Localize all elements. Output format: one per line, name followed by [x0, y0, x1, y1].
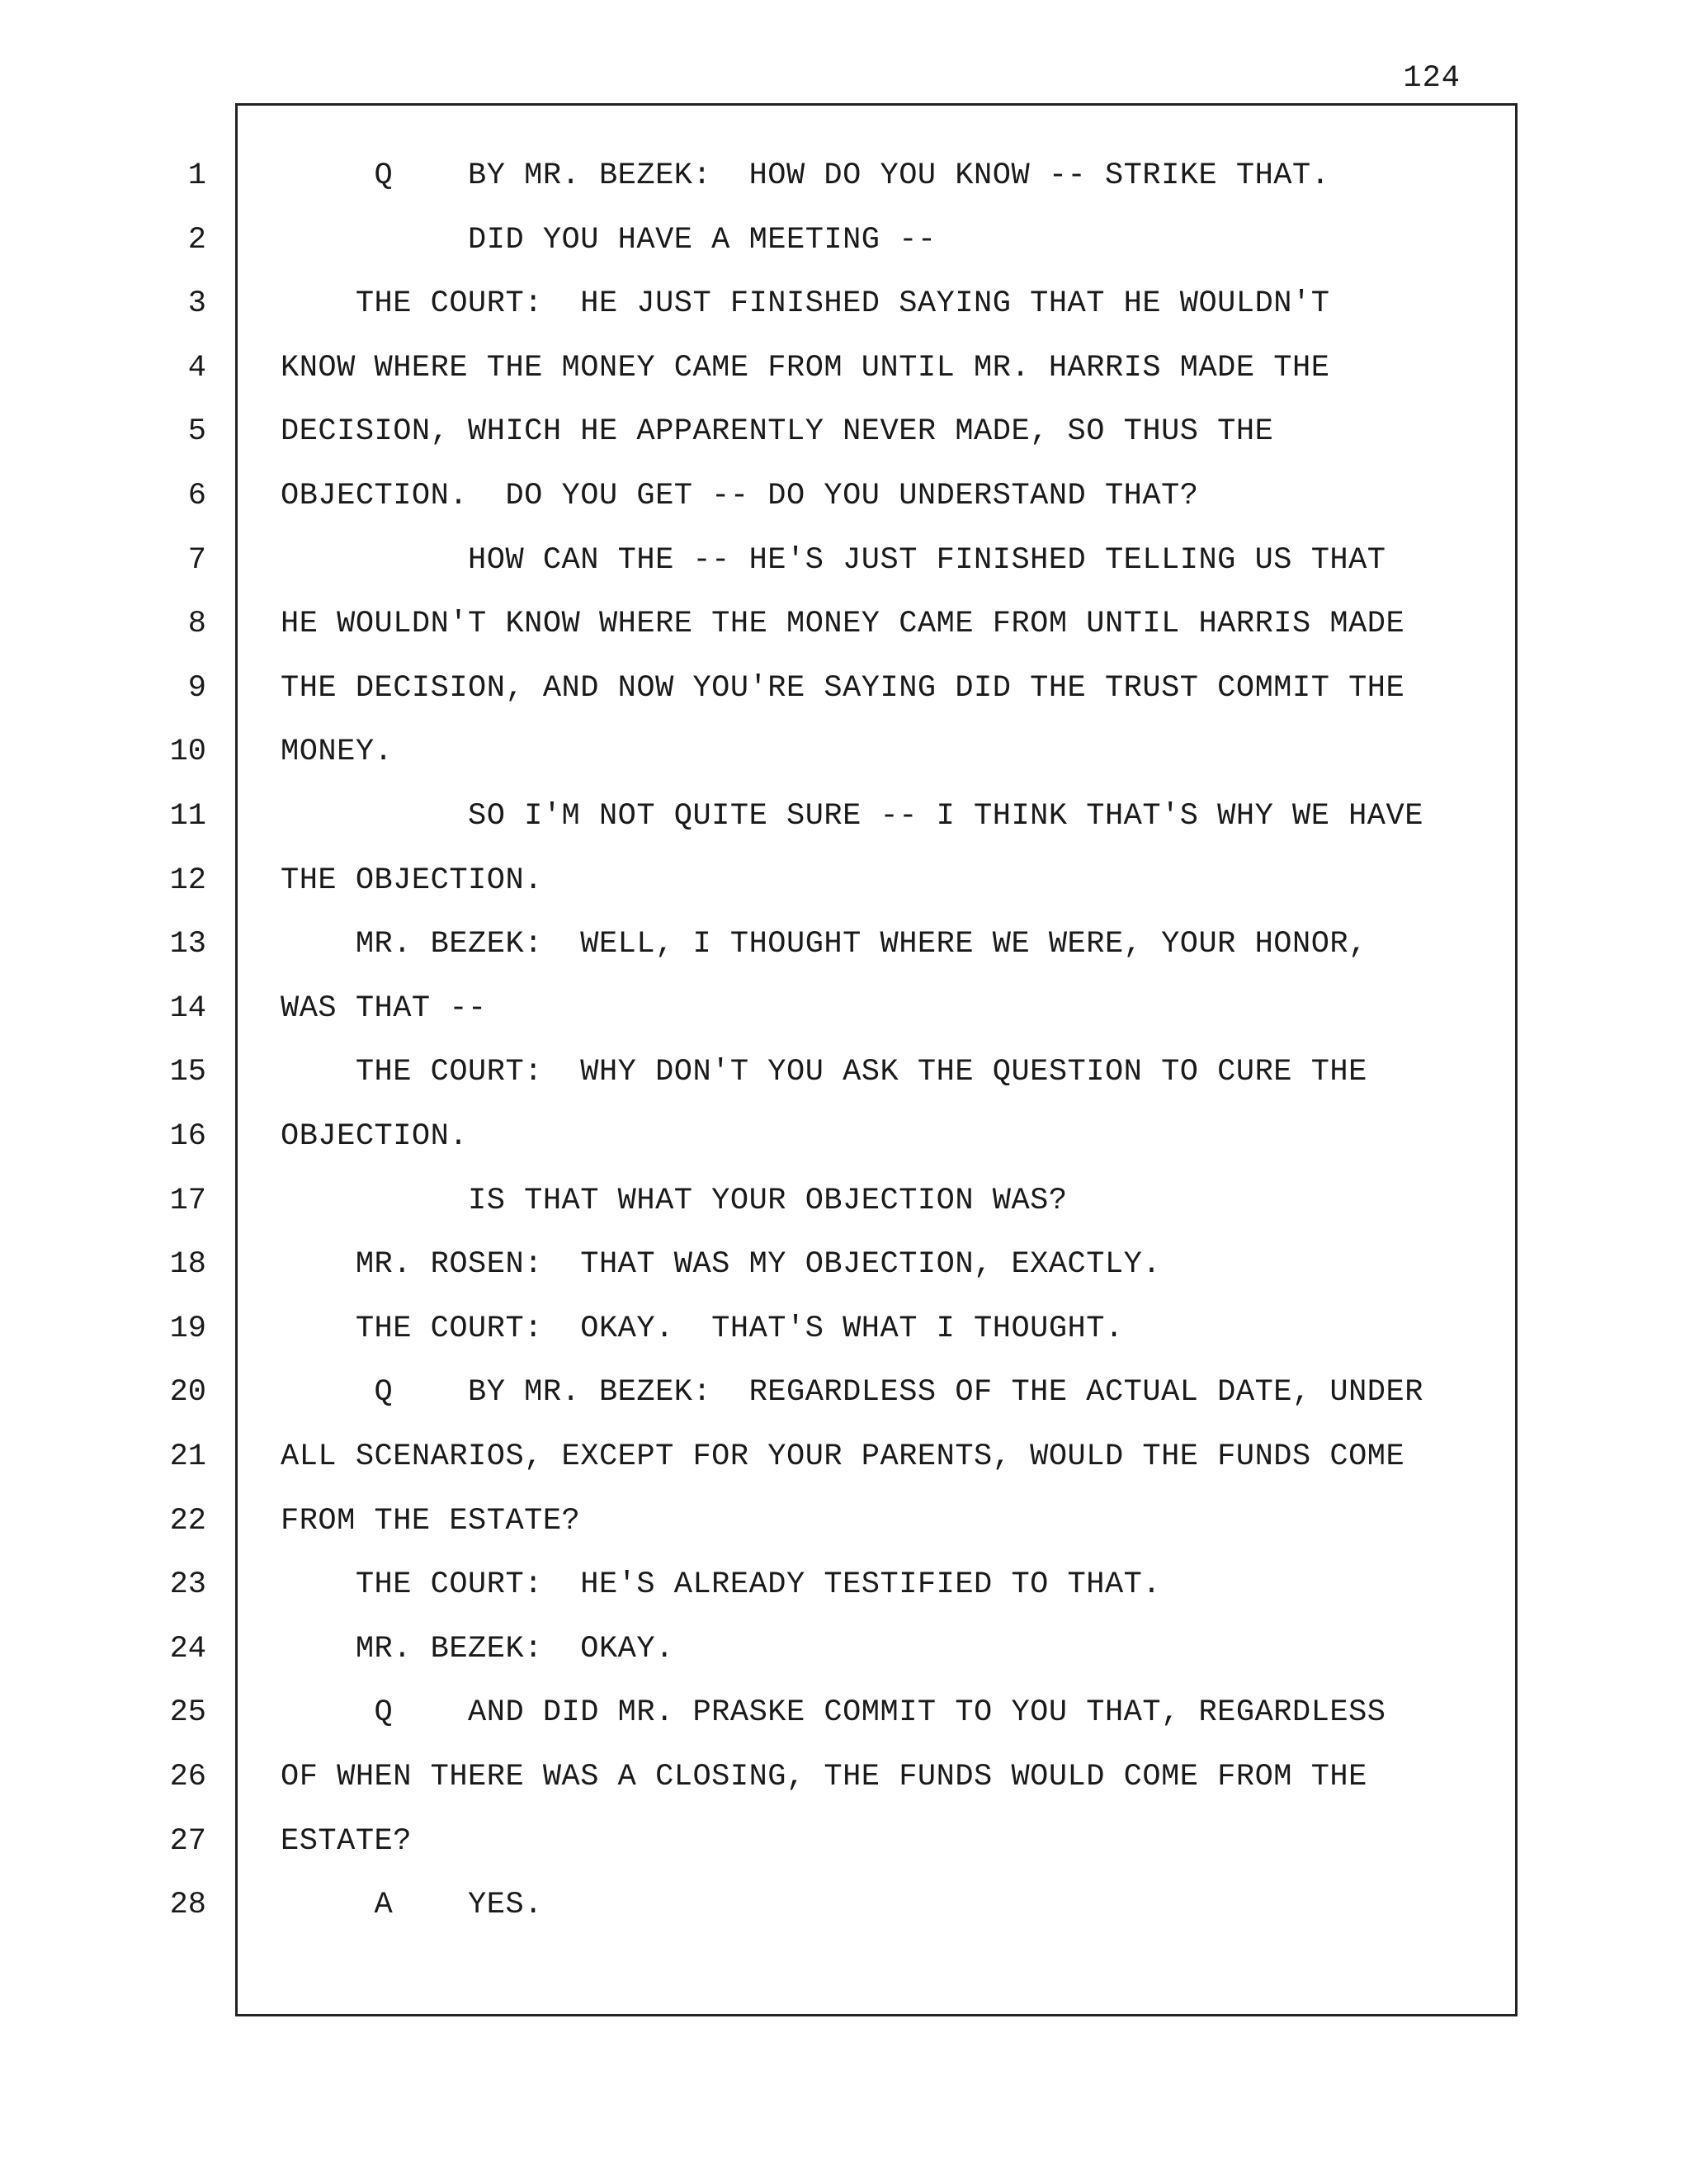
line-number: 17 — [169, 1184, 206, 1218]
transcript-line: MONEY. — [281, 735, 394, 769]
transcript-line: THE OBJECTION. — [281, 863, 543, 898]
line-number: 28 — [169, 1888, 206, 1922]
transcript-line: ESTATE? — [281, 1824, 412, 1859]
transcript-line: THE DECISION, AND NOW YOU'RE SAYING DID THE TRUST COMMIT THE — [281, 671, 1405, 706]
line-number: 10 — [169, 735, 206, 769]
transcript-line: DID YOU HAVE A MEETING -- — [281, 223, 937, 258]
transcript-line: OF WHEN THERE WAS A CLOSING, THE FUNDS WOULD COME FROM THE — [281, 1760, 1367, 1794]
line-number: 14 — [169, 991, 206, 1026]
transcript-line: MR. ROSEN: THAT WAS MY OBJECTION, EXACTLY. — [281, 1247, 1162, 1282]
line-number: 3 — [187, 286, 206, 321]
line-number: 19 — [169, 1312, 206, 1346]
transcript-line: Q AND DID MR. PRASKE COMMIT TO YOU THAT, REGARDLESS — [281, 1695, 1386, 1730]
transcript-line: FROM THE ESTATE? — [281, 1504, 581, 1539]
line-number: 5 — [187, 414, 206, 449]
transcript-line: SO I'M NOT QUITE SURE -- I THINK THAT'S WHY WE HAVE — [281, 799, 1423, 834]
line-number: 11 — [169, 799, 206, 834]
line-number: 2 — [187, 223, 206, 258]
transcript-line: OBJECTION. — [281, 1119, 469, 1154]
line-number: 26 — [169, 1760, 206, 1794]
transcript-line: Q BY MR. BEZEK: REGARDLESS OF THE ACTUAL DATE, UNDER — [281, 1375, 1423, 1410]
line-number: 21 — [169, 1439, 206, 1474]
line-number: 7 — [187, 543, 206, 578]
transcript-line: MR. BEZEK: WELL, I THOUGHT WHERE WE WERE, YOUR HONOR, — [281, 927, 1367, 962]
transcript-line: THE COURT: HE JUST FINISHED SAYING THAT HE WOULDN'T — [281, 286, 1330, 321]
transcript-line: ALL SCENARIOS, EXCEPT FOR YOUR PARENTS, WOULD THE FUNDS COME — [281, 1439, 1405, 1474]
line-number: 15 — [169, 1055, 206, 1090]
transcript-line: HE WOULDN'T KNOW WHERE THE MONEY CAME FROM UNTIL HARRIS MADE — [281, 607, 1405, 641]
line-number: 18 — [169, 1247, 206, 1282]
transcript-line: DECISION, WHICH HE APPARENTLY NEVER MADE, SO THUS THE — [281, 414, 1274, 449]
transcript-line: IS THAT WHAT YOUR OBJECTION WAS? — [281, 1184, 1068, 1218]
transcript-line: WAS THAT -- — [281, 991, 487, 1026]
line-number: 27 — [169, 1824, 206, 1859]
transcript-line: KNOW WHERE THE MONEY CAME FROM UNTIL MR. HARRIS MADE THE — [281, 351, 1330, 385]
line-number: 25 — [169, 1695, 206, 1730]
line-number: 1 — [187, 158, 206, 193]
transcript-line: MR. BEZEK: OKAY. — [281, 1632, 674, 1666]
line-number: 16 — [169, 1119, 206, 1154]
line-number: 24 — [169, 1632, 206, 1666]
line-number: 22 — [169, 1504, 206, 1539]
line-number: 13 — [169, 927, 206, 962]
transcript-line: Q BY MR. BEZEK: HOW DO YOU KNOW -- STRIKE THAT. — [281, 158, 1330, 193]
transcript-line: THE COURT: WHY DON'T YOU ASK THE QUESTION TO CURE THE — [281, 1055, 1367, 1090]
transcript-line: HOW CAN THE -- HE'S JUST FINISHED TELLING US THAT — [281, 543, 1386, 578]
page-number: 124 — [1403, 61, 1461, 96]
line-number: 8 — [187, 607, 206, 641]
transcript-line: THE COURT: OKAY. THAT'S WHAT I THOUGHT. — [281, 1312, 1124, 1346]
line-number: 6 — [187, 479, 206, 513]
transcript-line: OBJECTION. DO YOU GET -- DO YOU UNDERSTAND THAT? — [281, 479, 1199, 513]
transcript-line: THE COURT: HE'S ALREADY TESTIFIED TO THAT. — [281, 1567, 1162, 1602]
line-number: 23 — [169, 1567, 206, 1602]
line-number: 9 — [187, 671, 206, 706]
line-number: 4 — [187, 351, 206, 385]
line-number: 12 — [169, 863, 206, 898]
transcript-line: A YES. — [281, 1888, 543, 1922]
line-number: 20 — [169, 1375, 206, 1410]
